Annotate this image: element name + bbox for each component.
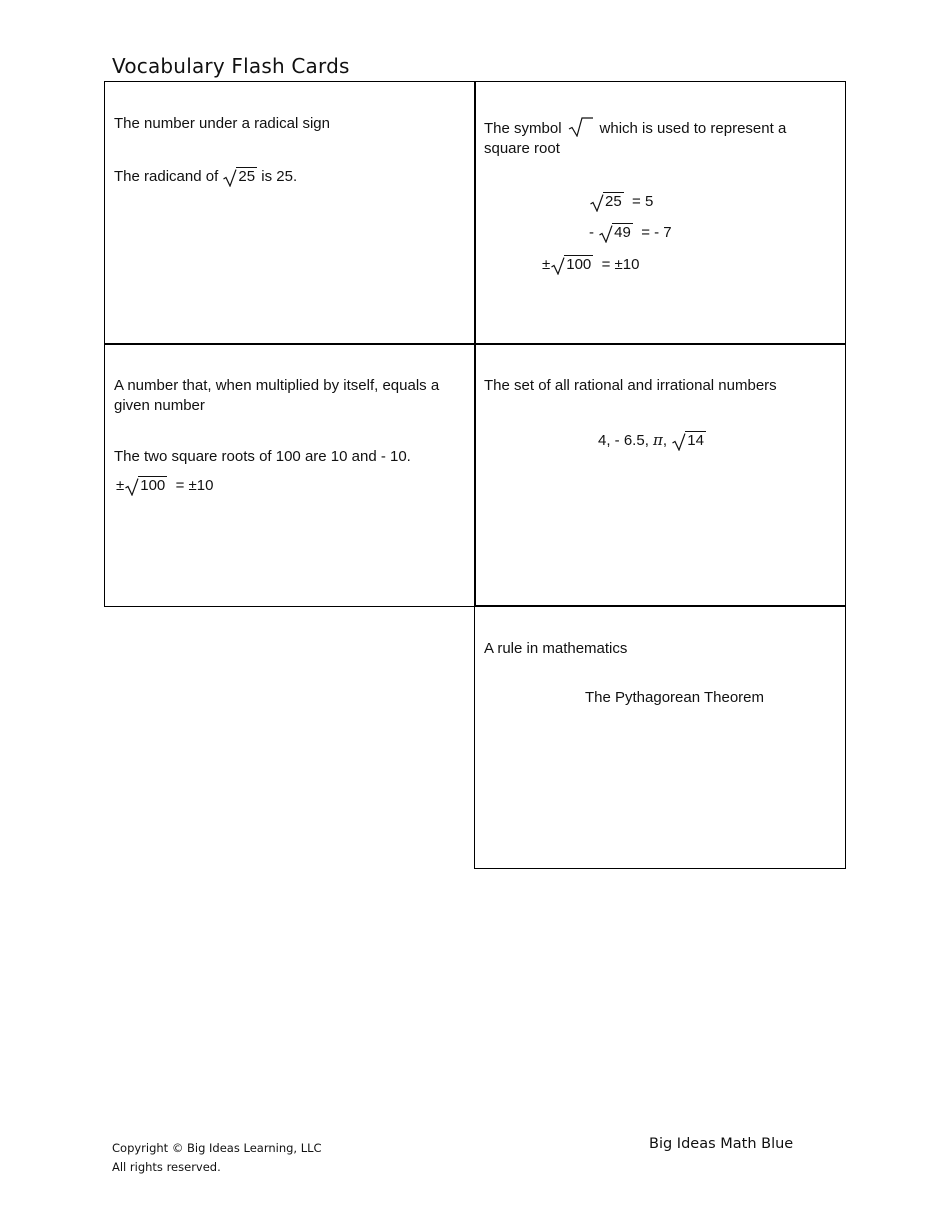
rights-line: All rights reserved. xyxy=(112,1160,221,1174)
radical-expression: 25 xyxy=(590,191,624,212)
radical-symbol-icon xyxy=(568,117,594,137)
radical-sign-icon xyxy=(125,478,139,496)
flash-card-radicand xyxy=(104,81,476,345)
card-definition: A rule in mathematics xyxy=(484,640,628,657)
card-definition xyxy=(484,117,824,159)
flash-card-square-root xyxy=(104,343,476,607)
card-example xyxy=(114,166,297,187)
card-definition: A number that, when multiplied by itself, equals a given number xyxy=(114,377,440,414)
card-example: 4, - 6.5, π, 14 xyxy=(598,431,704,449)
flash-card-theorem xyxy=(474,605,846,869)
radical-expression: 14 xyxy=(672,430,706,451)
card-example: The Pythagorean Theorem xyxy=(585,689,764,706)
radical-sign-icon xyxy=(590,194,604,212)
radical-expression: 100 xyxy=(551,254,593,275)
example-suffix: is 25. xyxy=(261,168,298,185)
definition-suffix: which is used to represent a square root xyxy=(484,120,787,157)
radical-expression: 100 xyxy=(125,475,167,496)
example-line-1: 25 = 5 xyxy=(589,191,653,212)
radical-sign-icon xyxy=(599,225,613,243)
footer-brand: Big Ideas Math Blue xyxy=(649,1136,794,1152)
radical-sign-icon xyxy=(672,433,686,451)
card-definition: The set of all rational and irrational numbers xyxy=(484,377,777,394)
radical-sign-icon xyxy=(223,169,237,187)
page-title: Vocabulary Flash Cards xyxy=(112,54,350,78)
card-definition: The number under a radical sign xyxy=(114,115,330,132)
radical-expression: 49 xyxy=(599,222,633,243)
example-prefix: The radicand of xyxy=(114,168,219,185)
radical-expression xyxy=(223,166,257,187)
definition-prefix: The symbol xyxy=(484,120,562,137)
example-line-3: ± 100 = ±10 xyxy=(542,256,640,273)
flash-card-radical-sign xyxy=(474,81,846,345)
card-example-text: The two square roots of 100 are 10 and - 10. xyxy=(114,448,411,465)
pi-symbol: π xyxy=(653,431,663,449)
flash-card-real-numbers xyxy=(474,343,846,607)
radical-sign-icon xyxy=(551,257,565,275)
copyright-line: Copyright © Big Ideas Learning, LLC xyxy=(112,1141,322,1155)
radicand: 25 xyxy=(238,168,256,185)
example-line-2: - 49 = - 7 xyxy=(589,224,672,241)
card-example-expression: ± 100 = ±10 xyxy=(116,477,214,494)
footer-copyright xyxy=(112,1139,322,1177)
